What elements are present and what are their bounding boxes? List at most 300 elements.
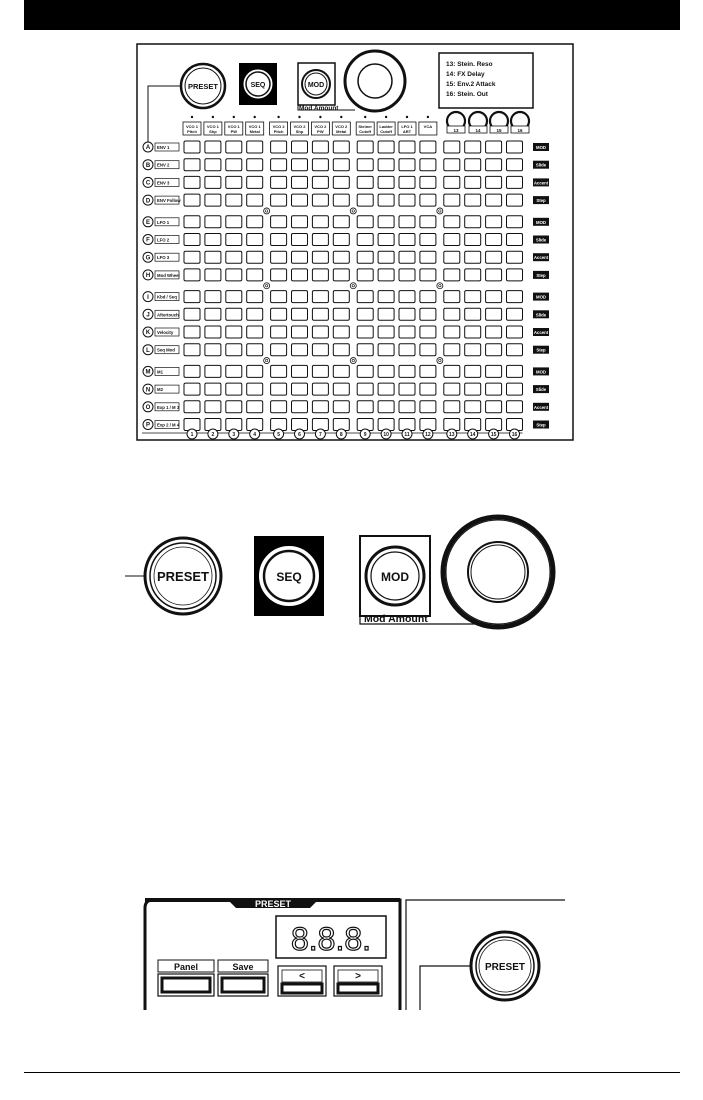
matrix-cell[interactable] [184,194,200,206]
column-number-label: 8 [339,432,343,438]
matrix-cell[interactable] [184,269,200,281]
row-source-label: ENV Follow [157,198,181,204]
matrix-cell[interactable] [226,383,242,395]
matrix-cell[interactable] [378,216,394,228]
matrix-cell[interactable] [444,159,460,171]
matrix-cell[interactable] [357,251,373,263]
matrix-cell[interactable] [205,344,221,356]
matrix-cell[interactable] [420,344,436,356]
matrix-cell[interactable] [444,194,460,206]
matrix-cell[interactable] [357,194,373,206]
matrix-cell[interactable] [312,141,328,153]
matrix-cell[interactable] [247,194,263,206]
matrix-cell[interactable] [271,251,287,263]
row-source-label: Velocity [157,330,174,335]
matrix-cell[interactable] [333,234,349,246]
matrix-cell[interactable] [357,308,373,320]
matrix-cell[interactable] [507,269,523,281]
row-source-label: Mod Wheel [157,272,180,278]
matrix-cell[interactable] [247,216,263,228]
matrix-cell[interactable] [465,291,481,303]
matrix-cell[interactable] [444,365,460,377]
matrix-cell[interactable] [507,141,523,153]
row-letter: O [145,405,151,411]
matrix-cell[interactable] [271,326,287,338]
matrix-cell[interactable] [420,383,436,395]
matrix-cell[interactable] [465,344,481,356]
matrix-cell[interactable] [271,141,287,153]
matrix-cell[interactable] [399,251,415,263]
column-header-2 [204,116,222,135]
matrix-cell[interactable] [205,216,221,228]
matrix-cell[interactable] [507,159,523,171]
matrix-cell[interactable] [507,365,523,377]
matrix-cell[interactable] [226,251,242,263]
matrix-cell[interactable] [507,234,523,246]
matrix-cell[interactable] [486,344,502,356]
matrix-cell[interactable] [312,176,328,188]
row-L [143,345,179,355]
matrix-cell[interactable] [205,401,221,413]
matrix-cell[interactable] [507,291,523,303]
matrix-cell[interactable] [333,141,349,153]
matrix-cell[interactable] [444,326,460,338]
matrix-cell[interactable] [507,176,523,188]
matrix-cell[interactable] [507,344,523,356]
matrix-cell[interactable] [420,326,436,338]
row-source-label: ENV 1 [157,145,170,150]
matrix-cell[interactable] [205,251,221,263]
row-source-label: LFO 1 [157,219,170,225]
column-header-dot [364,116,366,118]
matrix-cell[interactable] [378,383,394,395]
matrix-cell[interactable] [378,401,394,413]
assign-knob-13[interactable] [447,112,465,133]
matrix-cell[interactable] [486,194,502,206]
matrix-cell[interactable] [378,194,394,206]
matrix-cell[interactable] [333,251,349,263]
matrix-cell[interactable] [205,383,221,395]
seq-button-large[interactable] [254,536,324,616]
matrix-cell[interactable] [292,159,308,171]
svg-text:PRESET: PRESET [156,569,210,584]
matrix-cell[interactable] [507,194,523,206]
matrix-cell[interactable] [184,308,200,320]
matrix-cell[interactable] [465,308,481,320]
assign-knob-label: 14 [475,128,481,133]
matrix-cell[interactable] [247,401,263,413]
matrix-cell[interactable] [444,291,460,303]
matrix-cell[interactable] [292,365,308,377]
matrix-cell[interactable] [312,365,328,377]
matrix-cell[interactable] [420,141,436,153]
row-letter: E [145,220,151,226]
matrix-cell[interactable] [292,401,308,413]
matrix-cell[interactable] [444,176,460,188]
matrix-cell[interactable] [378,344,394,356]
panel-button[interactable] [158,960,214,996]
matrix-cell[interactable] [399,326,415,338]
side-tag-label: Accent [533,180,549,186]
matrix-cell[interactable] [465,269,481,281]
matrix-cell[interactable] [312,308,328,320]
side-tag-label: Accent [533,255,549,261]
matrix-cell[interactable] [399,159,415,171]
matrix-cell[interactable] [378,234,394,246]
side-tag-label: MOD [535,219,547,225]
matrix-cell[interactable] [271,216,287,228]
matrix-cell[interactable] [226,401,242,413]
matrix-cell[interactable] [465,216,481,228]
matrix-cell[interactable] [399,176,415,188]
matrix-cell[interactable] [465,159,481,171]
matrix-cell[interactable] [420,269,436,281]
matrix-cell[interactable] [184,401,200,413]
matrix-cell[interactable] [399,401,415,413]
matrix-cell[interactable] [357,401,373,413]
matrix-cell[interactable] [486,251,502,263]
matrix-cell[interactable] [378,308,394,320]
matrix-cell[interactable] [399,344,415,356]
row-letter: F [146,237,150,244]
matrix-cell[interactable] [226,308,242,320]
matrix-cell[interactable] [486,269,502,281]
matrix-cell[interactable] [399,269,415,281]
matrix-cell[interactable] [271,194,287,206]
matrix-cell[interactable] [184,383,200,395]
column-number-16 [510,429,520,439]
mod-amount-knob[interactable] [345,51,405,111]
matrix-cell[interactable] [247,365,263,377]
column-header-line2: Metal [249,129,260,134]
matrix-cell[interactable] [312,344,328,356]
matrix-cell[interactable] [357,216,373,228]
matrix-cell[interactable] [292,141,308,153]
matrix-cell[interactable] [378,365,394,377]
row-letter: N [145,387,151,394]
matrix-cell[interactable] [292,344,308,356]
matrix-cell[interactable] [205,159,221,171]
matrix-cell[interactable] [357,326,373,338]
row-source-label: ENV 3 [157,180,170,186]
column-number-6 [295,429,305,439]
column-header-line1: VCA [423,124,433,129]
matrix-cell[interactable] [486,401,502,413]
matrix-cell[interactable] [205,365,221,377]
matrix-cell[interactable] [247,326,263,338]
matrix-cell[interactable] [312,383,328,395]
matrix-cell[interactable] [205,269,221,281]
matrix-cell[interactable] [271,308,287,320]
matrix-cell[interactable] [271,344,287,356]
matrix-cell[interactable] [465,326,481,338]
matrix-cell[interactable] [465,141,481,153]
matrix-cell[interactable] [271,365,287,377]
mod-button-large[interactable] [360,536,430,616]
seq-button[interactable] [239,63,277,105]
matrix-cell[interactable] [507,216,523,228]
matrix-cell[interactable] [357,365,373,377]
matrix-cell[interactable] [312,234,328,246]
mod-button[interactable] [298,63,335,105]
matrix-cell[interactable] [444,234,460,246]
matrix-cell[interactable] [184,159,200,171]
matrix-cell[interactable] [444,308,460,320]
matrix-cell[interactable] [378,159,394,171]
matrix-cell[interactable] [420,291,436,303]
matrix-cell[interactable] [378,251,394,263]
matrix-cell[interactable] [465,251,481,263]
matrix-cell[interactable] [507,251,523,263]
matrix-cell[interactable] [357,159,373,171]
matrix-cell[interactable] [486,365,502,377]
matrix-cell[interactable] [205,234,221,246]
matrix-cell[interactable] [486,326,502,338]
matrix-cell[interactable] [333,194,349,206]
matrix-cell[interactable] [292,251,308,263]
matrix-cell[interactable] [226,176,242,188]
matrix-cell[interactable] [184,365,200,377]
matrix-cell[interactable] [465,365,481,377]
matrix-cell[interactable] [444,344,460,356]
matrix-cell[interactable] [420,159,436,171]
matrix-cell[interactable] [226,326,242,338]
column-number-2 [208,429,218,439]
matrix-cell[interactable] [292,383,308,395]
matrix-cell[interactable] [205,291,221,303]
matrix-cell[interactable] [184,291,200,303]
matrix-cell[interactable] [205,141,221,153]
matrix-cell[interactable] [399,291,415,303]
matrix-cell[interactable] [378,176,394,188]
row-side-tag [533,271,549,279]
matrix-cell[interactable] [333,291,349,303]
matrix-cell[interactable] [333,269,349,281]
assign-knob-14[interactable] [469,112,487,133]
matrix-cell[interactable] [486,176,502,188]
column-header-line2: Metal [336,129,347,134]
matrix-cell[interactable] [247,141,263,153]
assign-knob-16[interactable] [511,112,529,133]
matrix-cell[interactable] [333,216,349,228]
matrix-cell[interactable] [399,216,415,228]
matrix-cell[interactable] [312,194,328,206]
matrix-cell[interactable] [444,383,460,395]
matrix-cell[interactable] [357,176,373,188]
svg-text:13: Stein. Reso14: FX Delay15: [446,61,496,98]
matrix-cell[interactable] [399,308,415,320]
matrix-cell[interactable] [465,401,481,413]
matrix-cell[interactable] [444,141,460,153]
matrix-cell[interactable] [226,234,242,246]
svg-text:>: > [355,971,361,982]
matrix-cell[interactable] [333,308,349,320]
matrix-cell[interactable] [465,383,481,395]
matrix-cell[interactable] [312,159,328,171]
matrix-cell[interactable] [399,194,415,206]
matrix-cell[interactable] [507,401,523,413]
matrix-cell[interactable] [312,251,328,263]
matrix-cell[interactable] [444,269,460,281]
matrix-cell[interactable] [399,365,415,377]
matrix-cell[interactable] [486,216,502,228]
preset-number-display [276,916,386,958]
matrix-cell[interactable] [399,234,415,246]
matrix-cell[interactable] [399,141,415,153]
matrix-cell[interactable] [420,308,436,320]
column-number-11 [402,429,412,439]
matrix-cell[interactable] [247,291,263,303]
matrix-cell[interactable] [420,365,436,377]
matrix-cell[interactable] [420,251,436,263]
matrix-cell[interactable] [399,383,415,395]
matrix-cell[interactable] [420,216,436,228]
matrix-cell[interactable] [271,176,287,188]
row-source-label: Exp 1 / M 3 [157,404,180,410]
matrix-cell[interactable] [184,141,200,153]
column-header-line2: Pitch [273,129,284,134]
matrix-cell[interactable] [226,141,242,153]
matrix-cell[interactable] [333,344,349,356]
matrix-cell[interactable] [357,383,373,395]
matrix-cell[interactable] [486,234,502,246]
matrix-cell[interactable] [486,159,502,171]
matrix-cell[interactable] [271,234,287,246]
matrix-cell[interactable] [184,326,200,338]
matrix-cell[interactable] [247,234,263,246]
matrix-cell[interactable] [184,251,200,263]
mod-amount-knob-large[interactable] [443,517,553,627]
matrix-cell[interactable] [312,401,328,413]
matrix-cell[interactable] [420,176,436,188]
matrix-cell[interactable] [312,269,328,281]
matrix-cell[interactable] [247,269,263,281]
matrix-cell[interactable] [378,269,394,281]
matrix-cell[interactable] [357,269,373,281]
column-header-dot [385,116,387,118]
matrix-cell[interactable] [420,194,436,206]
matrix-cell[interactable] [312,326,328,338]
matrix-cell[interactable] [378,141,394,153]
matrix-cell[interactable] [420,234,436,246]
matrix-cell[interactable] [292,308,308,320]
column-number-7 [315,429,325,439]
matrix-cell[interactable] [271,383,287,395]
matrix-cell[interactable] [486,291,502,303]
matrix-cell[interactable] [444,251,460,263]
matrix-cell[interactable] [226,216,242,228]
matrix-cell[interactable] [465,176,481,188]
matrix-cell[interactable] [184,234,200,246]
matrix-cell[interactable] [247,344,263,356]
preset-button-bottom[interactable] [471,932,539,1000]
matrix-cell[interactable] [357,234,373,246]
matrix-cell[interactable] [292,269,308,281]
side-tag-label: Slide [535,387,547,393]
matrix-cell[interactable] [184,216,200,228]
matrix-junction-marker [350,358,356,364]
matrix-cell[interactable] [507,326,523,338]
prev-preset-button[interactable] [278,966,326,996]
matrix-cell[interactable] [226,159,242,171]
matrix-cell[interactable] [271,159,287,171]
matrix-cell[interactable] [333,326,349,338]
matrix-cell[interactable] [444,401,460,413]
column-header-dot [298,116,300,118]
matrix-cell[interactable] [247,308,263,320]
column-header-dot [254,116,256,118]
matrix-cell[interactable] [333,383,349,395]
matrix-cell[interactable] [292,176,308,188]
matrix-cell[interactable] [465,234,481,246]
matrix-cell[interactable] [292,216,308,228]
row-letter: G [145,255,151,262]
assign-knob-15[interactable] [490,112,508,133]
matrix-cell[interactable] [226,269,242,281]
matrix-cell[interactable] [292,234,308,246]
matrix-cell[interactable] [312,291,328,303]
matrix-cell[interactable] [357,141,373,153]
matrix-cell[interactable] [486,308,502,320]
matrix-cell[interactable] [292,194,308,206]
matrix-cell[interactable] [507,308,523,320]
matrix-cell[interactable] [378,326,394,338]
matrix-cell[interactable] [226,194,242,206]
matrix-cell[interactable] [357,344,373,356]
matrix-cell[interactable] [507,383,523,395]
matrix-cell[interactable] [333,176,349,188]
matrix-cell[interactable] [420,401,436,413]
side-tag-label: Accent [533,330,549,335]
matrix-cell[interactable] [333,159,349,171]
matrix-cell[interactable] [205,308,221,320]
matrix-cell[interactable] [312,216,328,228]
matrix-cell[interactable] [333,365,349,377]
matrix-cell[interactable] [247,176,263,188]
matrix-cell[interactable] [226,365,242,377]
next-preset-button[interactable] [334,966,382,996]
matrix-cell[interactable] [226,344,242,356]
matrix-cell[interactable] [378,291,394,303]
matrix-cell[interactable] [184,344,200,356]
matrix-cell[interactable] [465,194,481,206]
svg-text:SEQ: SEQ [276,570,302,584]
matrix-cell[interactable] [357,291,373,303]
matrix-cell[interactable] [271,401,287,413]
matrix-cell[interactable] [205,326,221,338]
matrix-cell[interactable] [292,291,308,303]
preset-button-large[interactable] [145,538,221,614]
matrix-cell[interactable] [184,176,200,188]
row-source-label: Exp 2 / M 4 [157,422,180,428]
matrix-cell[interactable] [271,291,287,303]
matrix-cell[interactable] [486,141,502,153]
matrix-cell[interactable] [226,291,242,303]
matrix-cell[interactable] [205,194,221,206]
matrix-cell[interactable] [292,326,308,338]
preset-button[interactable] [181,64,225,108]
matrix-cell[interactable] [271,269,287,281]
matrix-cell[interactable] [333,401,349,413]
matrix-cell[interactable] [205,176,221,188]
matrix-cell[interactable] [486,383,502,395]
save-button[interactable] [218,960,268,996]
matrix-cell[interactable] [247,159,263,171]
matrix-cell[interactable] [247,251,263,263]
row-source-label: Aftertouch [157,312,179,318]
matrix-cell[interactable] [247,383,263,395]
matrix-cell[interactable] [444,216,460,228]
